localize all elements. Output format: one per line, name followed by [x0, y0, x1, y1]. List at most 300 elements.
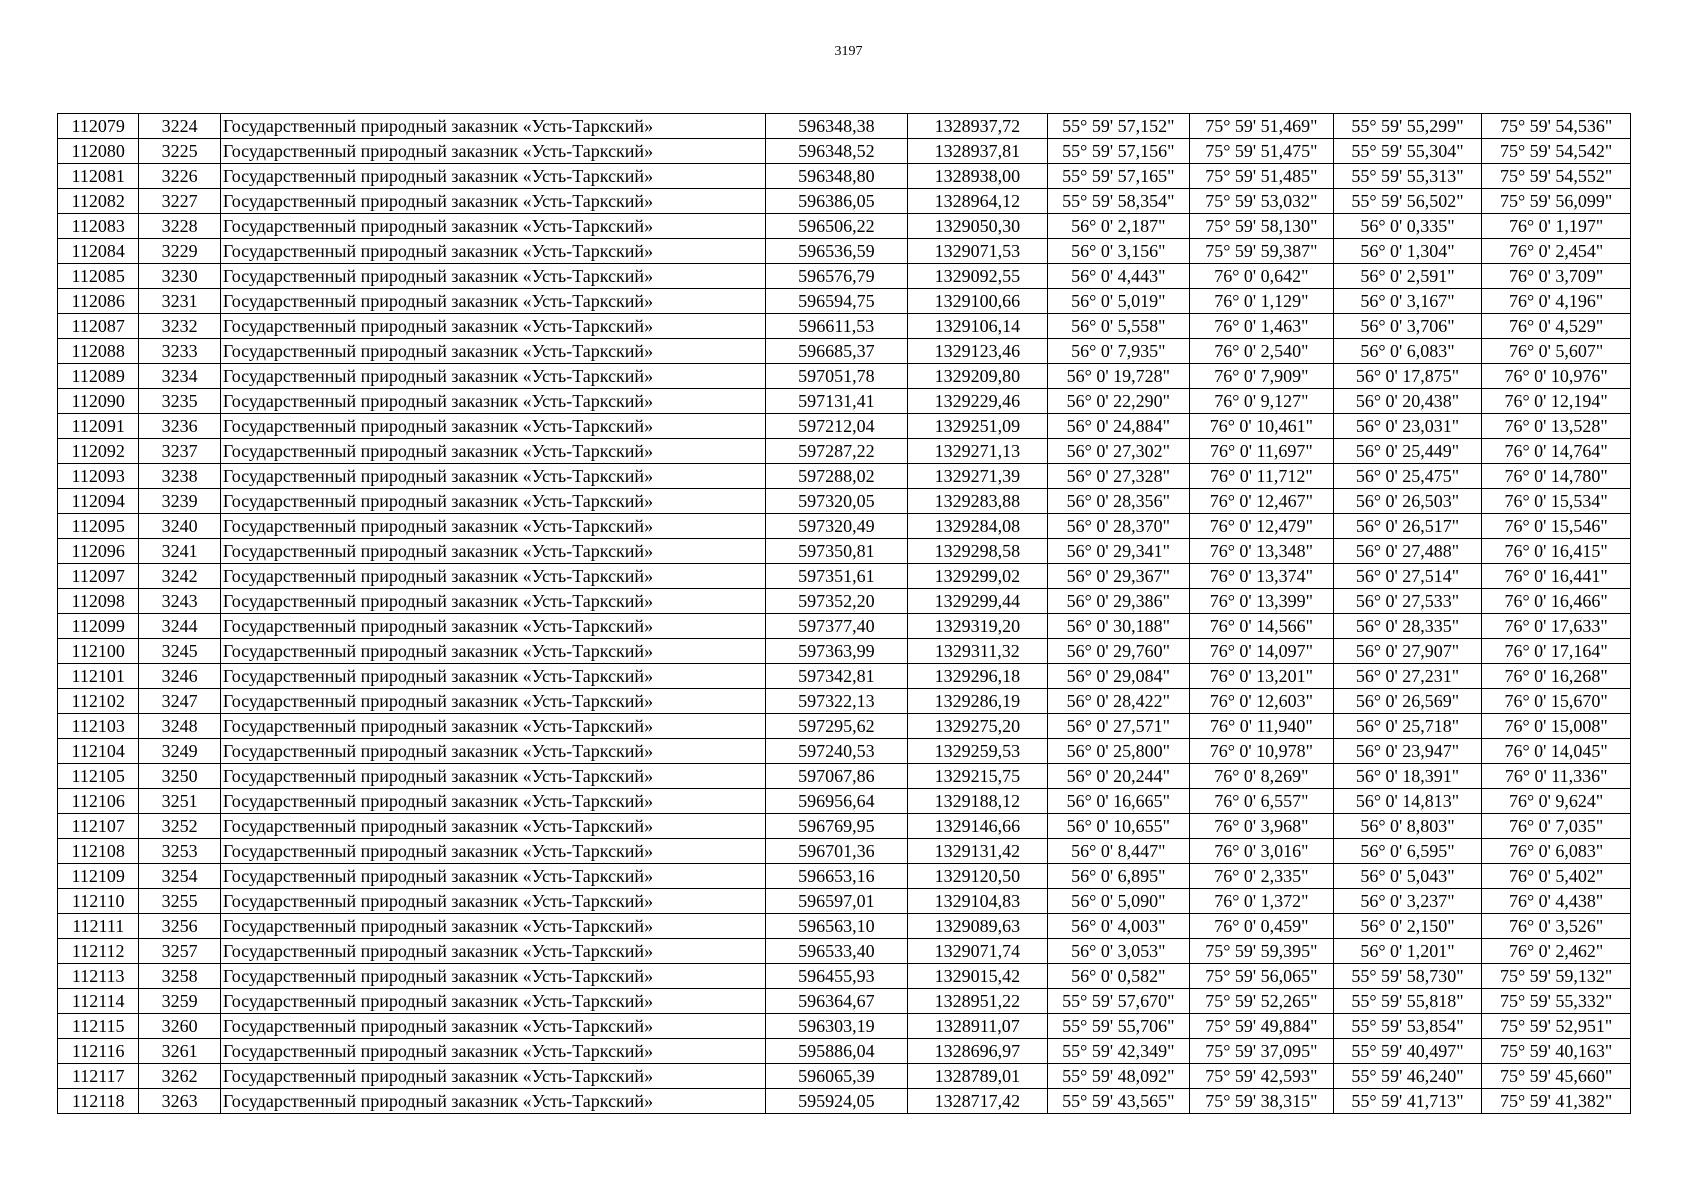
point-number-cell: 3256: [139, 914, 220, 939]
longitude-2-cell: 75° 59' 54,542": [1482, 139, 1631, 164]
x-coordinate-cell: 597240,53: [765, 739, 908, 764]
object-name-cell: Государственный природный заказник «Усть-Таркский»: [220, 789, 765, 814]
table-row: [58, 389, 1631, 414]
longitude-1-cell: 76° 0' 13,399": [1190, 589, 1334, 614]
x-coordinate-cell: 597295,62: [765, 714, 908, 739]
object-name-cell: Государственный природный заказник «Усть-Таркский»: [220, 764, 765, 789]
table-row: [58, 189, 1631, 214]
latitude-1-cell: 55° 59' 57,156": [1047, 139, 1190, 164]
table-row: [58, 864, 1631, 889]
latitude-2-cell: 56° 0' 18,391": [1333, 764, 1482, 789]
object-name-cell: Государственный природный заказник «Усть-Таркский»: [220, 414, 765, 439]
longitude-2-cell: 76° 0' 3,526": [1482, 914, 1631, 939]
longitude-2-cell: 75° 59' 45,660": [1482, 1064, 1631, 1089]
longitude-2-cell: 76° 0' 4,529": [1482, 314, 1631, 339]
longitude-2-cell: 76° 0' 16,466": [1482, 589, 1631, 614]
x-coordinate-cell: 596653,16: [765, 864, 908, 889]
longitude-1-cell: 76° 0' 13,348": [1190, 539, 1334, 564]
x-coordinate-cell: 595886,04: [765, 1039, 908, 1064]
y-coordinate-cell: 1328717,42: [908, 1089, 1047, 1114]
latitude-2-cell: 56° 0' 0,335": [1333, 214, 1482, 239]
x-coordinate-cell: 595924,05: [765, 1089, 908, 1114]
longitude-1-cell: 75° 59' 59,395": [1190, 939, 1334, 964]
longitude-1-cell: 76° 0' 2,335": [1190, 864, 1334, 889]
object-name-cell: Государственный природный заказник «Усть-Таркский»: [220, 989, 765, 1014]
longitude-2-cell: 76° 0' 14,780": [1482, 464, 1631, 489]
longitude-1-cell: 76° 0' 8,269": [1190, 764, 1334, 789]
y-coordinate-cell: 1329104,83: [908, 889, 1047, 914]
object-name-cell: Государственный природный заказник «Усть-Таркский»: [220, 864, 765, 889]
latitude-1-cell: 56° 0' 29,367": [1047, 564, 1190, 589]
x-coordinate-cell: 597320,05: [765, 489, 908, 514]
latitude-1-cell: 56° 0' 22,290": [1047, 389, 1190, 414]
longitude-2-cell: 76° 0' 6,083": [1482, 839, 1631, 864]
row-number-cell: 112101: [58, 664, 139, 689]
x-coordinate-cell: 596348,38: [765, 114, 908, 139]
longitude-2-cell: 75° 59' 54,536": [1482, 114, 1631, 139]
row-number-cell: 112104: [58, 739, 139, 764]
x-coordinate-cell: 597322,13: [765, 689, 908, 714]
latitude-1-cell: 55° 59' 57,165": [1047, 164, 1190, 189]
longitude-2-cell: 75° 59' 52,951": [1482, 1014, 1631, 1039]
table-row: [58, 989, 1631, 1014]
latitude-2-cell: 56° 0' 20,438": [1333, 389, 1482, 414]
point-number-cell: 3235: [139, 389, 220, 414]
row-number-cell: 112098: [58, 589, 139, 614]
point-number-cell: 3262: [139, 1064, 220, 1089]
point-number-cell: 3247: [139, 689, 220, 714]
object-name-cell: Государственный природный заказник «Усть-Таркский»: [220, 664, 765, 689]
table-row: [58, 164, 1631, 189]
longitude-1-cell: 76° 0' 12,603": [1190, 689, 1334, 714]
longitude-1-cell: 76° 0' 13,374": [1190, 564, 1334, 589]
row-number-cell: 112093: [58, 464, 139, 489]
longitude-2-cell: 76° 0' 1,197": [1482, 214, 1631, 239]
row-number-cell: 112094: [58, 489, 139, 514]
longitude-1-cell: 75° 59' 53,032": [1190, 189, 1334, 214]
x-coordinate-cell: 596685,37: [765, 339, 908, 364]
row-number-cell: 112118: [58, 1089, 139, 1114]
latitude-2-cell: 56° 0' 3,167": [1333, 289, 1482, 314]
latitude-2-cell: 55° 59' 55,299": [1333, 114, 1482, 139]
point-number-cell: 3249: [139, 739, 220, 764]
latitude-2-cell: 56° 0' 6,595": [1333, 839, 1482, 864]
x-coordinate-cell: 597287,22: [765, 439, 908, 464]
table-row: [58, 814, 1631, 839]
latitude-1-cell: 56° 0' 8,447": [1047, 839, 1190, 864]
y-coordinate-cell: 1329251,09: [908, 414, 1047, 439]
table-row: [58, 764, 1631, 789]
table-row: [58, 514, 1631, 539]
x-coordinate-cell: 597051,78: [765, 364, 908, 389]
object-name-cell: Государственный природный заказник «Усть-Таркский»: [220, 914, 765, 939]
object-name-cell: Государственный природный заказник «Усть-Таркский»: [220, 464, 765, 489]
longitude-1-cell: 76° 0' 1,463": [1190, 314, 1334, 339]
x-coordinate-cell: 597212,04: [765, 414, 908, 439]
point-number-cell: 3248: [139, 714, 220, 739]
x-coordinate-cell: 597320,49: [765, 514, 908, 539]
latitude-1-cell: 56° 0' 5,558": [1047, 314, 1190, 339]
point-number-cell: 3257: [139, 939, 220, 964]
x-coordinate-cell: 597342,81: [765, 664, 908, 689]
longitude-2-cell: 75° 59' 55,332": [1482, 989, 1631, 1014]
row-number-cell: 112096: [58, 539, 139, 564]
table-row: [58, 564, 1631, 589]
longitude-1-cell: 76° 0' 3,016": [1190, 839, 1334, 864]
table-row: [58, 339, 1631, 364]
latitude-2-cell: 56° 0' 25,718": [1333, 714, 1482, 739]
longitude-1-cell: 75° 59' 51,485": [1190, 164, 1334, 189]
y-coordinate-cell: 1329071,53: [908, 239, 1047, 264]
longitude-1-cell: 76° 0' 9,127": [1190, 389, 1334, 414]
x-coordinate-cell: 596065,39: [765, 1064, 908, 1089]
point-number-cell: 3237: [139, 439, 220, 464]
object-name-cell: Государственный природный заказник «Усть-Таркский»: [220, 339, 765, 364]
object-name-cell: Государственный природный заказник «Усть-Таркский»: [220, 739, 765, 764]
longitude-1-cell: 76° 0' 10,978": [1190, 739, 1334, 764]
longitude-1-cell: 75° 59' 59,387": [1190, 239, 1334, 264]
point-number-cell: 3241: [139, 539, 220, 564]
latitude-2-cell: 56° 0' 27,488": [1333, 539, 1482, 564]
x-coordinate-cell: 596533,40: [765, 939, 908, 964]
latitude-2-cell: 55° 59' 55,304": [1333, 139, 1482, 164]
longitude-2-cell: 76° 0' 5,607": [1482, 339, 1631, 364]
point-number-cell: 3242: [139, 564, 220, 589]
y-coordinate-cell: 1329319,20: [908, 614, 1047, 639]
y-coordinate-cell: 1328911,07: [908, 1014, 1047, 1039]
latitude-1-cell: 56° 0' 16,665": [1047, 789, 1190, 814]
row-number-cell: 112090: [58, 389, 139, 414]
row-number-cell: 112117: [58, 1064, 139, 1089]
longitude-1-cell: 76° 0' 12,479": [1190, 514, 1334, 539]
y-coordinate-cell: 1329092,55: [908, 264, 1047, 289]
y-coordinate-cell: 1328964,12: [908, 189, 1047, 214]
longitude-2-cell: 76° 0' 7,035": [1482, 814, 1631, 839]
latitude-1-cell: 56° 0' 27,571": [1047, 714, 1190, 739]
longitude-2-cell: 76° 0' 17,633": [1482, 614, 1631, 639]
table-row: [58, 214, 1631, 239]
latitude-1-cell: 56° 0' 29,760": [1047, 639, 1190, 664]
y-coordinate-cell: 1328789,01: [908, 1064, 1047, 1089]
table-body: [58, 114, 1631, 1114]
table-row: [58, 239, 1631, 264]
longitude-2-cell: 76° 0' 15,546": [1482, 514, 1631, 539]
y-coordinate-cell: 1329271,39: [908, 464, 1047, 489]
point-number-cell: 3244: [139, 614, 220, 639]
point-number-cell: 3226: [139, 164, 220, 189]
x-coordinate-cell: 596348,80: [765, 164, 908, 189]
row-number-cell: 112089: [58, 364, 139, 389]
y-coordinate-cell: 1329275,20: [908, 714, 1047, 739]
longitude-1-cell: 75° 59' 37,095": [1190, 1039, 1334, 1064]
latitude-2-cell: 55° 59' 41,713": [1333, 1089, 1482, 1114]
x-coordinate-cell: 596769,95: [765, 814, 908, 839]
longitude-1-cell: 76° 0' 0,459": [1190, 914, 1334, 939]
row-number-cell: 112105: [58, 764, 139, 789]
latitude-1-cell: 56° 0' 0,582": [1047, 964, 1190, 989]
x-coordinate-cell: 597131,41: [765, 389, 908, 414]
x-coordinate-cell: 597363,99: [765, 639, 908, 664]
point-number-cell: 3251: [139, 789, 220, 814]
row-number-cell: 112100: [58, 639, 139, 664]
longitude-2-cell: 76° 0' 17,164": [1482, 639, 1631, 664]
point-number-cell: 3246: [139, 664, 220, 689]
table-row: [58, 1014, 1631, 1039]
longitude-2-cell: 76° 0' 13,528": [1482, 414, 1631, 439]
y-coordinate-cell: 1329146,66: [908, 814, 1047, 839]
y-coordinate-cell: 1329298,58: [908, 539, 1047, 564]
point-number-cell: 3224: [139, 114, 220, 139]
object-name-cell: Государственный природный заказник «Усть-Таркский»: [220, 889, 765, 914]
table-row: [58, 114, 1631, 139]
y-coordinate-cell: 1329259,53: [908, 739, 1047, 764]
longitude-2-cell: 76° 0' 15,670": [1482, 689, 1631, 714]
longitude-2-cell: 76° 0' 10,976": [1482, 364, 1631, 389]
longitude-2-cell: 75° 59' 54,552": [1482, 164, 1631, 189]
x-coordinate-cell: 597377,40: [765, 614, 908, 639]
latitude-2-cell: 55° 59' 53,854": [1333, 1014, 1482, 1039]
latitude-2-cell: 56° 0' 14,813": [1333, 789, 1482, 814]
latitude-1-cell: 55° 59' 57,670": [1047, 989, 1190, 1014]
latitude-1-cell: 55° 59' 48,092": [1047, 1064, 1190, 1089]
latitude-1-cell: 56° 0' 24,884": [1047, 414, 1190, 439]
latitude-1-cell: 56° 0' 5,090": [1047, 889, 1190, 914]
object-name-cell: Государственный природный заказник «Усть-Таркский»: [220, 1064, 765, 1089]
latitude-1-cell: 55° 59' 42,349": [1047, 1039, 1190, 1064]
row-number-cell: 112088: [58, 339, 139, 364]
table-row: [58, 589, 1631, 614]
point-number-cell: 3228: [139, 214, 220, 239]
latitude-1-cell: 56° 0' 28,370": [1047, 514, 1190, 539]
latitude-2-cell: 56° 0' 28,335": [1333, 614, 1482, 639]
row-number-cell: 112112: [58, 939, 139, 964]
latitude-1-cell: 55° 59' 55,706": [1047, 1014, 1190, 1039]
x-coordinate-cell: 596597,01: [765, 889, 908, 914]
table-row: [58, 639, 1631, 664]
table-row: [58, 914, 1631, 939]
table-row: [58, 1039, 1631, 1064]
latitude-2-cell: 56° 0' 8,803": [1333, 814, 1482, 839]
object-name-cell: Государственный природный заказник «Усть-Таркский»: [220, 814, 765, 839]
latitude-2-cell: 56° 0' 23,947": [1333, 739, 1482, 764]
y-coordinate-cell: 1329015,42: [908, 964, 1047, 989]
row-number-cell: 112079: [58, 114, 139, 139]
latitude-1-cell: 56° 0' 2,187": [1047, 214, 1190, 239]
table-row: [58, 264, 1631, 289]
y-coordinate-cell: 1329311,32: [908, 639, 1047, 664]
longitude-2-cell: 76° 0' 11,336": [1482, 764, 1631, 789]
latitude-1-cell: 56° 0' 29,341": [1047, 539, 1190, 564]
point-number-cell: 3229: [139, 239, 220, 264]
row-number-cell: 112114: [58, 989, 139, 1014]
point-number-cell: 3245: [139, 639, 220, 664]
table-row: [58, 689, 1631, 714]
table-row: [58, 1089, 1631, 1114]
longitude-1-cell: 76° 0' 6,557": [1190, 789, 1334, 814]
row-number-cell: 112110: [58, 889, 139, 914]
longitude-2-cell: 76° 0' 15,008": [1482, 714, 1631, 739]
latitude-1-cell: 56° 0' 30,188": [1047, 614, 1190, 639]
latitude-1-cell: 56° 0' 4,443": [1047, 264, 1190, 289]
point-number-cell: 3255: [139, 889, 220, 914]
point-number-cell: 3233: [139, 339, 220, 364]
x-coordinate-cell: 596611,53: [765, 314, 908, 339]
table-row: [58, 739, 1631, 764]
longitude-2-cell: 76° 0' 4,196": [1482, 289, 1631, 314]
latitude-1-cell: 56° 0' 10,655": [1047, 814, 1190, 839]
longitude-2-cell: 75° 59' 56,099": [1482, 189, 1631, 214]
row-number-cell: 112081: [58, 164, 139, 189]
point-number-cell: 3260: [139, 1014, 220, 1039]
y-coordinate-cell: 1328937,81: [908, 139, 1047, 164]
latitude-2-cell: 56° 0' 1,201": [1333, 939, 1482, 964]
point-number-cell: 3227: [139, 189, 220, 214]
point-number-cell: 3239: [139, 489, 220, 514]
table-row: [58, 614, 1631, 639]
latitude-2-cell: 56° 0' 26,569": [1333, 689, 1482, 714]
row-number-cell: 112109: [58, 864, 139, 889]
longitude-1-cell: 75° 59' 38,315": [1190, 1089, 1334, 1114]
latitude-2-cell: 56° 0' 3,706": [1333, 314, 1482, 339]
point-number-cell: 3259: [139, 989, 220, 1014]
longitude-2-cell: 76° 0' 12,194": [1482, 389, 1631, 414]
object-name-cell: Государственный природный заказник «Усть-Таркский»: [220, 389, 765, 414]
object-name-cell: Государственный природный заказник «Усть-Таркский»: [220, 1089, 765, 1114]
point-number-cell: 3232: [139, 314, 220, 339]
latitude-1-cell: 55° 59' 57,152": [1047, 114, 1190, 139]
y-coordinate-cell: 1329284,08: [908, 514, 1047, 539]
row-number-cell: 112095: [58, 514, 139, 539]
x-coordinate-cell: 597288,02: [765, 464, 908, 489]
longitude-1-cell: 76° 0' 13,201": [1190, 664, 1334, 689]
longitude-1-cell: 76° 0' 14,566": [1190, 614, 1334, 639]
x-coordinate-cell: 597352,20: [765, 589, 908, 614]
x-coordinate-cell: 596536,59: [765, 239, 908, 264]
longitude-2-cell: 76° 0' 14,045": [1482, 739, 1631, 764]
latitude-2-cell: 55° 59' 55,818": [1333, 989, 1482, 1014]
latitude-1-cell: 56° 0' 3,053": [1047, 939, 1190, 964]
object-name-cell: Государственный природный заказник «Усть-Таркский»: [220, 139, 765, 164]
y-coordinate-cell: 1329215,75: [908, 764, 1047, 789]
y-coordinate-cell: 1329299,44: [908, 589, 1047, 614]
table-row: [58, 789, 1631, 814]
latitude-2-cell: 55° 59' 55,313": [1333, 164, 1482, 189]
longitude-1-cell: 76° 0' 10,461": [1190, 414, 1334, 439]
row-number-cell: 112092: [58, 439, 139, 464]
x-coordinate-cell: 596956,64: [765, 789, 908, 814]
table-row: [58, 664, 1631, 689]
longitude-2-cell: 76° 0' 9,624": [1482, 789, 1631, 814]
latitude-2-cell: 56° 0' 25,449": [1333, 439, 1482, 464]
object-name-cell: Государственный природный заказник «Усть-Таркский»: [220, 114, 765, 139]
longitude-1-cell: 76° 0' 1,372": [1190, 889, 1334, 914]
latitude-2-cell: 56° 0' 23,031": [1333, 414, 1482, 439]
x-coordinate-cell: 596455,93: [765, 964, 908, 989]
object-name-cell: Государственный природный заказник «Усть-Таркский»: [220, 514, 765, 539]
row-number-cell: 112111: [58, 914, 139, 939]
x-coordinate-cell: 596386,05: [765, 189, 908, 214]
object-name-cell: Государственный природный заказник «Усть-Таркский»: [220, 714, 765, 739]
row-number-cell: 112102: [58, 689, 139, 714]
longitude-2-cell: 75° 59' 41,382": [1482, 1089, 1631, 1114]
latitude-2-cell: 56° 0' 27,533": [1333, 589, 1482, 614]
latitude-1-cell: 56° 0' 4,003": [1047, 914, 1190, 939]
point-number-cell: 3250: [139, 764, 220, 789]
longitude-2-cell: 76° 0' 14,764": [1482, 439, 1631, 464]
table-row: [58, 939, 1631, 964]
object-name-cell: Государственный природный заказник «Усть-Таркский»: [220, 564, 765, 589]
longitude-1-cell: 76° 0' 14,097": [1190, 639, 1334, 664]
x-coordinate-cell: 596506,22: [765, 214, 908, 239]
object-name-cell: Государственный природный заказник «Усть-Таркский»: [220, 964, 765, 989]
row-number-cell: 112087: [58, 314, 139, 339]
latitude-2-cell: 55° 59' 56,502": [1333, 189, 1482, 214]
longitude-1-cell: 75° 59' 58,130": [1190, 214, 1334, 239]
x-coordinate-cell: 596576,79: [765, 264, 908, 289]
table-row: [58, 139, 1631, 164]
point-number-cell: 3263: [139, 1089, 220, 1114]
latitude-1-cell: 56° 0' 28,422": [1047, 689, 1190, 714]
y-coordinate-cell: 1329271,13: [908, 439, 1047, 464]
row-number-cell: 112116: [58, 1039, 139, 1064]
table-row: [58, 314, 1631, 339]
latitude-1-cell: 56° 0' 29,084": [1047, 664, 1190, 689]
point-number-cell: 3231: [139, 289, 220, 314]
latitude-2-cell: 56° 0' 5,043": [1333, 864, 1482, 889]
longitude-1-cell: 76° 0' 2,540": [1190, 339, 1334, 364]
latitude-1-cell: 56° 0' 27,328": [1047, 464, 1190, 489]
longitude-1-cell: 75° 59' 51,469": [1190, 114, 1334, 139]
y-coordinate-cell: 1329123,46: [908, 339, 1047, 364]
row-number-cell: 112107: [58, 814, 139, 839]
table-row: [58, 1064, 1631, 1089]
row-number-cell: 112084: [58, 239, 139, 264]
point-number-cell: 3254: [139, 864, 220, 889]
latitude-1-cell: 55° 59' 58,354": [1047, 189, 1190, 214]
page-number: 3197: [834, 44, 863, 59]
table-row: [58, 714, 1631, 739]
longitude-1-cell: 75° 59' 56,065": [1190, 964, 1334, 989]
latitude-2-cell: 56° 0' 27,907": [1333, 639, 1482, 664]
y-coordinate-cell: 1329229,46: [908, 389, 1047, 414]
longitude-2-cell: 76° 0' 16,441": [1482, 564, 1631, 589]
latitude-1-cell: 56° 0' 5,019": [1047, 289, 1190, 314]
object-name-cell: Государственный природный заказник «Усть-Таркский»: [220, 1014, 765, 1039]
table-row: [58, 414, 1631, 439]
object-name-cell: Государственный природный заказник «Усть-Таркский»: [220, 839, 765, 864]
table-row: [58, 489, 1631, 514]
y-coordinate-cell: 1329106,14: [908, 314, 1047, 339]
object-name-cell: Государственный природный заказник «Усть-Таркский»: [220, 614, 765, 639]
row-number-cell: 112103: [58, 714, 139, 739]
latitude-1-cell: 56° 0' 25,800": [1047, 739, 1190, 764]
y-coordinate-cell: 1329188,12: [908, 789, 1047, 814]
object-name-cell: Государственный природный заказник «Усть-Таркский»: [220, 589, 765, 614]
latitude-1-cell: 56° 0' 27,302": [1047, 439, 1190, 464]
longitude-2-cell: 76° 0' 2,462": [1482, 939, 1631, 964]
point-number-cell: 3253: [139, 839, 220, 864]
object-name-cell: Государственный природный заказник «Усть-Таркский»: [220, 214, 765, 239]
longitude-2-cell: 76° 0' 15,534": [1482, 489, 1631, 514]
latitude-2-cell: 56° 0' 3,237": [1333, 889, 1482, 914]
latitude-2-cell: 56° 0' 6,083": [1333, 339, 1482, 364]
object-name-cell: Государственный природный заказник «Усть-Таркский»: [220, 289, 765, 314]
table-row: [58, 889, 1631, 914]
longitude-1-cell: 75° 59' 42,593": [1190, 1064, 1334, 1089]
latitude-2-cell: 56° 0' 2,150": [1333, 914, 1482, 939]
latitude-2-cell: 56° 0' 26,517": [1333, 514, 1482, 539]
latitude-1-cell: 56° 0' 20,244": [1047, 764, 1190, 789]
